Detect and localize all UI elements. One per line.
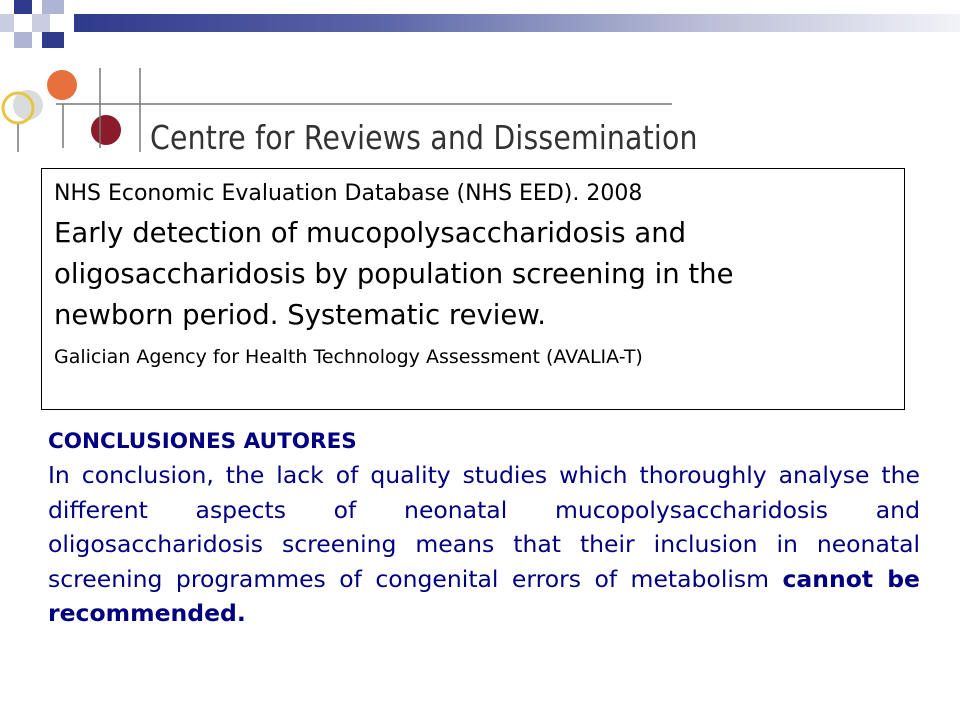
conclusions-section [48, 426, 920, 631]
database-citation: NHS Economic Evaluation Database (NHS EED). 2008 [54, 181, 643, 206]
title-line-3: newborn period. Systematic review. [54, 299, 547, 331]
decor-square-2 [42, 0, 64, 14]
conclusions-text [48, 458, 920, 631]
conclusions-heading: CONCLUSIONES AUTORES [48, 429, 357, 454]
title-line-2: oligosaccharidosis by population screening in the [54, 258, 734, 290]
logo-circle-darkred [91, 115, 121, 145]
logo-circle-orange [47, 70, 77, 100]
title-line-1: Early detection of mucopolysaccharidosis and [54, 217, 687, 249]
decor-square-4 [32, 14, 50, 32]
agency-name: Galician Agency for Health Technology Assessment (AVALIA-T) [54, 346, 643, 368]
reference-box [41, 168, 905, 410]
conclusions-body: In conclusion, the lack of quality studies which thoroughly analyse the different aspects of neonatal mucopolysaccharidosis and oligosaccharidosis screening means that their inclusion in neonatal screening programmes of congenital errors of metabolism [48, 461, 920, 593]
logo-text: Centre for Reviews and Dissemination [150, 118, 698, 157]
conclusions-end: . [236, 599, 246, 627]
decor-square-6 [42, 32, 64, 48]
header-bar [74, 14, 960, 32]
decor-square-5 [14, 32, 32, 48]
decor-square-1 [14, 0, 32, 14]
study-title [54, 213, 904, 336]
decor-square-3 [0, 14, 14, 32]
conclusions-emphasis: cannot be recommended [48, 564, 920, 627]
